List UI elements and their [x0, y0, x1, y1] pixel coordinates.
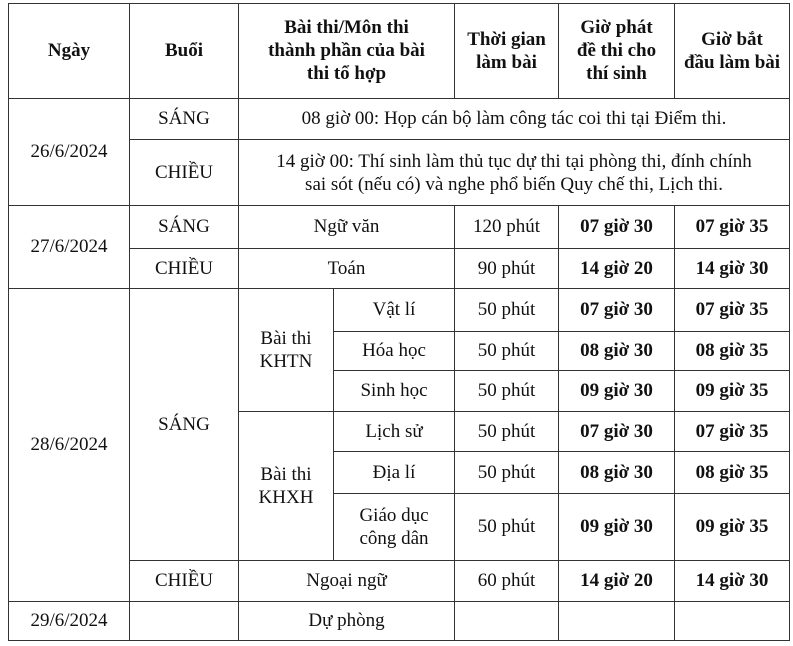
duration-cell: 50 phút — [455, 411, 559, 451]
header-duration: Thời gian làm bài — [455, 4, 559, 99]
header-subject: Bài thi/Môn thi thành phần của bài thi tổ hợp — [239, 4, 455, 99]
duration-cell — [455, 601, 559, 640]
subject-cell: Ngoại ngữ — [239, 560, 455, 601]
table-row — [9, 206, 790, 248]
date-cell: 27/6/2024 — [9, 206, 130, 288]
subject-cell: Ngữ văn — [239, 206, 455, 248]
note-cell: 08 giờ 00: Họp cán bộ làm công tác coi thi tại Điểm thi. — [239, 98, 790, 139]
session-cell: CHIỀU — [130, 560, 239, 601]
distribute-time-cell: 08 giờ 30 — [559, 331, 675, 370]
start-time-cell — [675, 601, 790, 640]
subject-cell: Địa lí — [334, 451, 455, 493]
start-time-cell: 07 giờ 35 — [675, 288, 790, 331]
start-time-cell: 14 giờ 30 — [675, 248, 790, 288]
subject-cell: Lịch sử — [334, 411, 455, 451]
distribute-time-cell: 09 giờ 30 — [559, 370, 675, 411]
subject-cell: Giáo dục công dân — [334, 494, 455, 561]
duration-cell: 60 phút — [455, 560, 559, 601]
subject-cell: Dự phòng — [239, 601, 455, 640]
duration-cell: 50 phút — [455, 370, 559, 411]
distribute-time-cell: 08 giờ 30 — [559, 451, 675, 493]
date-cell: 26/6/2024 — [9, 98, 130, 206]
distribute-time-cell: 07 giờ 30 — [559, 411, 675, 451]
duration-cell: 50 phút — [455, 288, 559, 331]
header-distribute-time: Giờ phát đề thi cho thí sinh — [559, 4, 675, 99]
duration-cell: 50 phút — [455, 331, 559, 370]
distribute-time-cell: 07 giờ 30 — [559, 206, 675, 248]
subject-cell: Hóa học — [334, 331, 455, 370]
exam-schedule-table — [8, 3, 790, 641]
start-time-cell: 09 giờ 35 — [675, 370, 790, 411]
duration-cell: 50 phút — [455, 451, 559, 493]
distribute-time-cell: 14 giờ 20 — [559, 560, 675, 601]
duration-cell: 120 phút — [455, 206, 559, 248]
header-session: Buổi — [130, 4, 239, 99]
start-time-cell: 07 giờ 35 — [675, 206, 790, 248]
session-cell — [130, 601, 239, 640]
start-time-cell: 09 giờ 35 — [675, 494, 790, 561]
duration-cell: 90 phút — [455, 248, 559, 288]
date-cell: 28/6/2024 — [9, 288, 130, 601]
duration-cell: 50 phút — [455, 494, 559, 561]
table-row — [9, 98, 790, 139]
distribute-time-cell: 14 giờ 20 — [559, 248, 675, 288]
session-cell: SÁNG — [130, 288, 239, 560]
group-cell-khxh: Bài thi KHXH — [239, 411, 334, 560]
header-start-time: Giờ bắt đầu làm bài — [675, 4, 790, 99]
subject-cell: Vật lí — [334, 288, 455, 331]
group-cell-khtn: Bài thi KHTN — [239, 288, 334, 411]
session-cell: CHIỀU — [130, 248, 239, 288]
header-row — [9, 4, 790, 99]
note-cell: 14 giờ 00: Thí sinh làm thủ tục dự thi tại phòng thi, đính chính sai sót (nếu có) và nghe phổ biến Quy chế thi, Lịch thi. — [239, 139, 790, 206]
date-cell: 29/6/2024 — [9, 601, 130, 640]
start-time-cell: 14 giờ 30 — [675, 560, 790, 601]
table-row — [9, 288, 790, 331]
table-row — [9, 601, 790, 640]
distribute-time-cell: 09 giờ 30 — [559, 494, 675, 561]
distribute-time-cell — [559, 601, 675, 640]
session-cell: CHIỀU — [130, 139, 239, 206]
start-time-cell: 08 giờ 35 — [675, 331, 790, 370]
start-time-cell: 07 giờ 35 — [675, 411, 790, 451]
subject-cell: Toán — [239, 248, 455, 288]
start-time-cell: 08 giờ 35 — [675, 451, 790, 493]
header-date: Ngày — [9, 4, 130, 99]
subject-cell: Sinh học — [334, 370, 455, 411]
session-cell: SÁNG — [130, 98, 239, 139]
distribute-time-cell: 07 giờ 30 — [559, 288, 675, 331]
session-cell: SÁNG — [130, 206, 239, 248]
